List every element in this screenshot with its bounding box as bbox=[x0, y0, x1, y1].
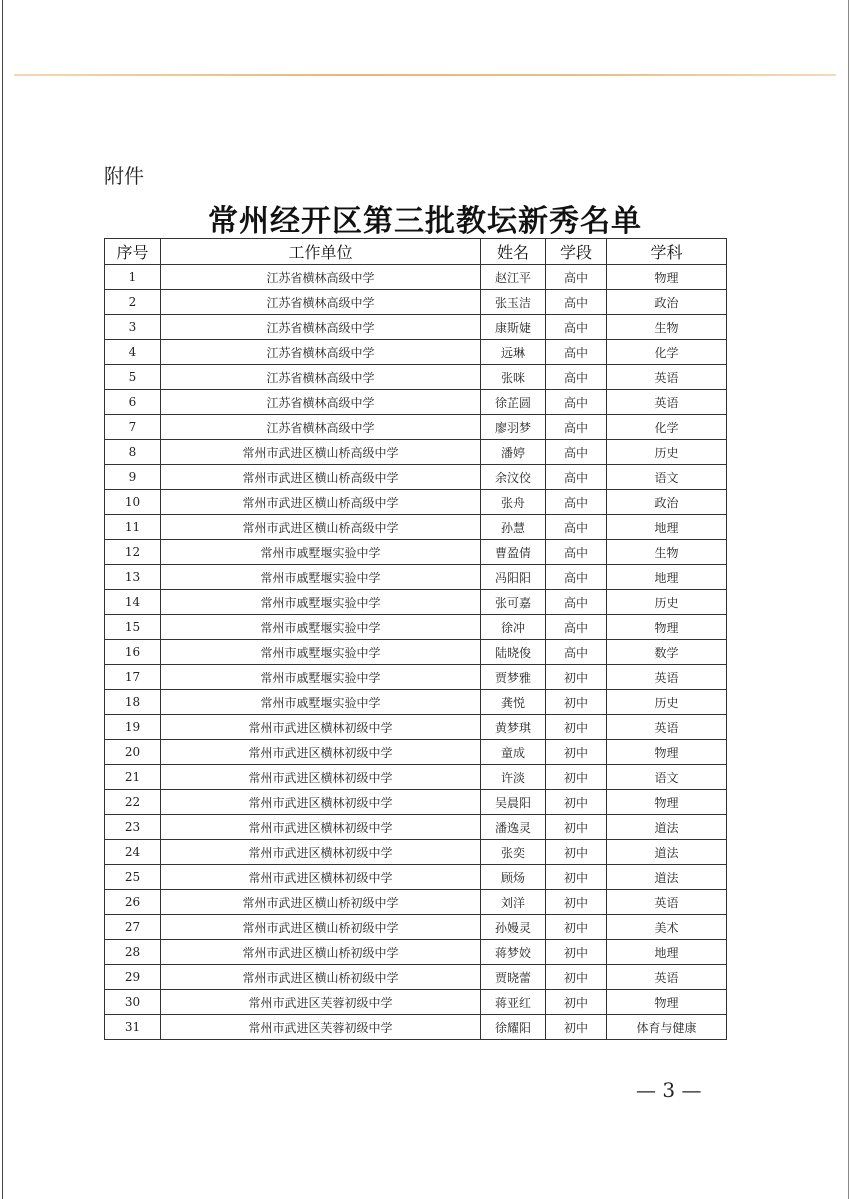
cell-subject: 英语 bbox=[607, 365, 727, 390]
cell-stage: 初中 bbox=[546, 690, 607, 715]
cell-index: 16 bbox=[105, 640, 161, 665]
cell-subject: 化学 bbox=[607, 415, 727, 440]
cell-index: 26 bbox=[105, 890, 161, 915]
table-body bbox=[105, 265, 727, 1040]
cell-name: 童成 bbox=[481, 740, 546, 765]
table-row bbox=[105, 990, 727, 1015]
cell-stage: 高中 bbox=[546, 415, 607, 440]
table-row bbox=[105, 840, 727, 865]
cell-index: 6 bbox=[105, 390, 161, 415]
cell-unit: 江苏省横林高级中学 bbox=[161, 265, 481, 290]
cell-index: 24 bbox=[105, 840, 161, 865]
cell-unit: 常州市武进区横山桥初级中学 bbox=[161, 965, 481, 990]
cell-index: 13 bbox=[105, 565, 161, 590]
cell-name: 张可嘉 bbox=[481, 590, 546, 615]
cell-name: 孙慧 bbox=[481, 515, 546, 540]
cell-index: 23 bbox=[105, 815, 161, 840]
cell-subject: 语文 bbox=[607, 465, 727, 490]
cell-subject: 英语 bbox=[607, 965, 727, 990]
cell-stage: 高中 bbox=[546, 290, 607, 315]
cell-subject: 历史 bbox=[607, 440, 727, 465]
cell-stage: 高中 bbox=[546, 340, 607, 365]
table-row bbox=[105, 890, 727, 915]
cell-index: 3 bbox=[105, 315, 161, 340]
table-row bbox=[105, 715, 727, 740]
cell-name: 廖羽梦 bbox=[481, 415, 546, 440]
cell-stage: 初中 bbox=[546, 890, 607, 915]
cell-subject: 道法 bbox=[607, 865, 727, 890]
table-row bbox=[105, 440, 727, 465]
cell-index: 27 bbox=[105, 915, 161, 940]
table-row bbox=[105, 740, 727, 765]
cell-stage: 初中 bbox=[546, 740, 607, 765]
cell-unit: 江苏省横林高级中学 bbox=[161, 340, 481, 365]
cell-index: 11 bbox=[105, 515, 161, 540]
column-header-stage: 学段 bbox=[546, 239, 607, 265]
cell-subject: 物理 bbox=[607, 265, 727, 290]
cell-index: 30 bbox=[105, 990, 161, 1015]
table-row bbox=[105, 590, 727, 615]
cell-name: 孙嫚灵 bbox=[481, 915, 546, 940]
cell-stage: 高中 bbox=[546, 315, 607, 340]
cell-subject: 语文 bbox=[607, 765, 727, 790]
cell-stage: 高中 bbox=[546, 440, 607, 465]
cell-subject: 英语 bbox=[607, 715, 727, 740]
cell-index: 9 bbox=[105, 465, 161, 490]
cell-unit: 常州市武进区横林初级中学 bbox=[161, 790, 481, 815]
table-row bbox=[105, 515, 727, 540]
cell-unit: 江苏省横林高级中学 bbox=[161, 315, 481, 340]
cell-subject: 英语 bbox=[607, 390, 727, 415]
cell-index: 17 bbox=[105, 665, 161, 690]
cell-stage: 初中 bbox=[546, 715, 607, 740]
cell-unit: 江苏省横林高级中学 bbox=[161, 290, 481, 315]
cell-stage: 初中 bbox=[546, 1015, 607, 1040]
cell-stage: 高中 bbox=[546, 465, 607, 490]
cell-subject: 政治 bbox=[607, 490, 727, 515]
cell-name: 余汶佼 bbox=[481, 465, 546, 490]
table-row bbox=[105, 815, 727, 840]
table-row bbox=[105, 540, 727, 565]
table-row bbox=[105, 940, 727, 965]
cell-stage: 初中 bbox=[546, 790, 607, 815]
table-row bbox=[105, 290, 727, 315]
cell-index: 19 bbox=[105, 715, 161, 740]
page-number: — 3 — bbox=[636, 1078, 702, 1102]
cell-unit: 常州市武进区横山桥初级中学 bbox=[161, 915, 481, 940]
cell-index: 10 bbox=[105, 490, 161, 515]
table-row bbox=[105, 965, 727, 990]
cell-subject: 体育与健康 bbox=[607, 1015, 727, 1040]
cell-stage: 初中 bbox=[546, 665, 607, 690]
attachment-label: 附件 bbox=[104, 164, 144, 188]
cell-index: 12 bbox=[105, 540, 161, 565]
cell-unit: 江苏省横林高级中学 bbox=[161, 390, 481, 415]
cell-subject: 生物 bbox=[607, 540, 727, 565]
cell-index: 25 bbox=[105, 865, 161, 890]
cell-stage: 高中 bbox=[546, 540, 607, 565]
cell-name: 徐冲 bbox=[481, 615, 546, 640]
table-row bbox=[105, 265, 727, 290]
cell-name: 潘逸灵 bbox=[481, 815, 546, 840]
cell-name: 黄梦琪 bbox=[481, 715, 546, 740]
table-row bbox=[105, 915, 727, 940]
roster-table bbox=[104, 238, 727, 1040]
cell-index: 8 bbox=[105, 440, 161, 465]
table-row bbox=[105, 765, 727, 790]
cell-name: 冯阳阳 bbox=[481, 565, 546, 590]
cell-subject: 英语 bbox=[607, 890, 727, 915]
cell-unit: 常州市武进区横山桥高级中学 bbox=[161, 440, 481, 465]
cell-name: 潘婷 bbox=[481, 440, 546, 465]
cell-name: 刘洋 bbox=[481, 890, 546, 915]
cell-index: 15 bbox=[105, 615, 161, 640]
cell-subject: 地理 bbox=[607, 565, 727, 590]
cell-index: 5 bbox=[105, 365, 161, 390]
cell-stage: 初中 bbox=[546, 765, 607, 790]
column-header-index: 序号 bbox=[105, 239, 161, 265]
cell-unit: 常州市武进区横林初级中学 bbox=[161, 740, 481, 765]
cell-index: 21 bbox=[105, 765, 161, 790]
cell-subject: 物理 bbox=[607, 740, 727, 765]
cell-stage: 高中 bbox=[546, 590, 607, 615]
cell-subject: 道法 bbox=[607, 815, 727, 840]
cell-stage: 高中 bbox=[546, 390, 607, 415]
cell-subject: 历史 bbox=[607, 690, 727, 715]
cell-name: 贾晓蕾 bbox=[481, 965, 546, 990]
cell-unit: 常州市戚墅堰实验中学 bbox=[161, 640, 481, 665]
cell-subject: 物理 bbox=[607, 615, 727, 640]
cell-index: 4 bbox=[105, 340, 161, 365]
cell-unit: 常州市武进区横林初级中学 bbox=[161, 765, 481, 790]
cell-stage: 高中 bbox=[546, 265, 607, 290]
cell-stage: 初中 bbox=[546, 815, 607, 840]
cell-unit: 常州市武进区芙蓉初级中学 bbox=[161, 1015, 481, 1040]
cell-name: 蒋梦姣 bbox=[481, 940, 546, 965]
cell-index: 31 bbox=[105, 1015, 161, 1040]
table-row bbox=[105, 640, 727, 665]
cell-index: 22 bbox=[105, 790, 161, 815]
cell-unit: 常州市武进区横林初级中学 bbox=[161, 815, 481, 840]
scan-border-left bbox=[2, 0, 3, 1199]
cell-name: 陆晓俊 bbox=[481, 640, 546, 665]
table-row bbox=[105, 665, 727, 690]
cell-stage: 初中 bbox=[546, 990, 607, 1015]
cell-unit: 常州市武进区横林初级中学 bbox=[161, 865, 481, 890]
cell-name: 曹盈倩 bbox=[481, 540, 546, 565]
cell-index: 29 bbox=[105, 965, 161, 990]
table-row bbox=[105, 340, 727, 365]
cell-index: 20 bbox=[105, 740, 161, 765]
cell-unit: 常州市戚墅堰实验中学 bbox=[161, 540, 481, 565]
cell-name: 远琳 bbox=[481, 340, 546, 365]
cell-stage: 高中 bbox=[546, 615, 607, 640]
cell-subject: 英语 bbox=[607, 665, 727, 690]
cell-name: 贾梦雅 bbox=[481, 665, 546, 690]
table-row bbox=[105, 865, 727, 890]
document-title: 常州经开区第三批教坛新秀名单 bbox=[208, 204, 642, 239]
cell-unit: 常州市戚墅堰实验中学 bbox=[161, 665, 481, 690]
cell-subject: 化学 bbox=[607, 340, 727, 365]
table-row bbox=[105, 690, 727, 715]
cell-subject: 地理 bbox=[607, 940, 727, 965]
cell-stage: 初中 bbox=[546, 915, 607, 940]
cell-name: 康斯婕 bbox=[481, 315, 546, 340]
cell-subject: 数学 bbox=[607, 640, 727, 665]
cell-unit: 常州市武进区芙蓉初级中学 bbox=[161, 990, 481, 1015]
cell-name: 张咪 bbox=[481, 365, 546, 390]
table-header-row bbox=[105, 239, 727, 265]
cell-name: 许淡 bbox=[481, 765, 546, 790]
column-header-subject: 学科 bbox=[607, 239, 727, 265]
cell-unit: 常州市武进区横山桥高级中学 bbox=[161, 515, 481, 540]
cell-subject: 美术 bbox=[607, 915, 727, 940]
cell-unit: 常州市武进区横山桥高级中学 bbox=[161, 465, 481, 490]
cell-name: 蒋亚红 bbox=[481, 990, 546, 1015]
cell-stage: 高中 bbox=[546, 640, 607, 665]
cell-unit: 常州市戚墅堰实验中学 bbox=[161, 590, 481, 615]
cell-stage: 高中 bbox=[546, 515, 607, 540]
cell-index: 18 bbox=[105, 690, 161, 715]
column-header-unit: 工作单位 bbox=[161, 239, 481, 265]
table-row bbox=[105, 365, 727, 390]
scan-border-right bbox=[848, 0, 849, 1199]
cell-subject: 地理 bbox=[607, 515, 727, 540]
cell-index: 7 bbox=[105, 415, 161, 440]
cell-stage: 高中 bbox=[546, 490, 607, 515]
cell-name: 龚悦 bbox=[481, 690, 546, 715]
table-row bbox=[105, 790, 727, 815]
cell-name: 顾炀 bbox=[481, 865, 546, 890]
cell-subject: 道法 bbox=[607, 840, 727, 865]
cell-name: 赵江平 bbox=[481, 265, 546, 290]
cell-name: 吴晨阳 bbox=[481, 790, 546, 815]
table-row bbox=[105, 390, 727, 415]
cell-unit: 常州市武进区横山桥初级中学 bbox=[161, 940, 481, 965]
cell-stage: 高中 bbox=[546, 565, 607, 590]
cell-unit: 常州市戚墅堰实验中学 bbox=[161, 565, 481, 590]
cell-unit: 江苏省横林高级中学 bbox=[161, 415, 481, 440]
cell-unit: 常州市武进区横山桥高级中学 bbox=[161, 490, 481, 515]
cell-index: 28 bbox=[105, 940, 161, 965]
cell-stage: 初中 bbox=[546, 840, 607, 865]
table-row bbox=[105, 415, 727, 440]
cell-unit: 常州市戚墅堰实验中学 bbox=[161, 690, 481, 715]
table-row bbox=[105, 465, 727, 490]
cell-subject: 物理 bbox=[607, 990, 727, 1015]
cell-stage: 初中 bbox=[546, 940, 607, 965]
cell-name: 张舟 bbox=[481, 490, 546, 515]
column-header-name: 姓名 bbox=[481, 239, 546, 265]
table-row bbox=[105, 565, 727, 590]
cell-stage: 初中 bbox=[546, 865, 607, 890]
cell-index: 14 bbox=[105, 590, 161, 615]
cell-unit: 常州市武进区横林初级中学 bbox=[161, 715, 481, 740]
cell-subject: 物理 bbox=[607, 790, 727, 815]
cell-name: 徐芷圆 bbox=[481, 390, 546, 415]
cell-subject: 生物 bbox=[607, 315, 727, 340]
cell-stage: 高中 bbox=[546, 365, 607, 390]
cell-name: 徐耀阳 bbox=[481, 1015, 546, 1040]
cell-subject: 政治 bbox=[607, 290, 727, 315]
cell-unit: 江苏省横林高级中学 bbox=[161, 365, 481, 390]
cell-subject: 历史 bbox=[607, 590, 727, 615]
cell-name: 张玉洁 bbox=[481, 290, 546, 315]
cell-unit: 常州市戚墅堰实验中学 bbox=[161, 615, 481, 640]
table-row bbox=[105, 615, 727, 640]
header-rule bbox=[14, 74, 836, 76]
cell-name: 张奕 bbox=[481, 840, 546, 865]
cell-unit: 常州市武进区横山桥初级中学 bbox=[161, 890, 481, 915]
table-row bbox=[105, 315, 727, 340]
cell-stage: 初中 bbox=[546, 965, 607, 990]
cell-index: 2 bbox=[105, 290, 161, 315]
cell-index: 1 bbox=[105, 265, 161, 290]
table-row bbox=[105, 490, 727, 515]
table-row bbox=[105, 1015, 727, 1040]
cell-unit: 常州市武进区横林初级中学 bbox=[161, 840, 481, 865]
